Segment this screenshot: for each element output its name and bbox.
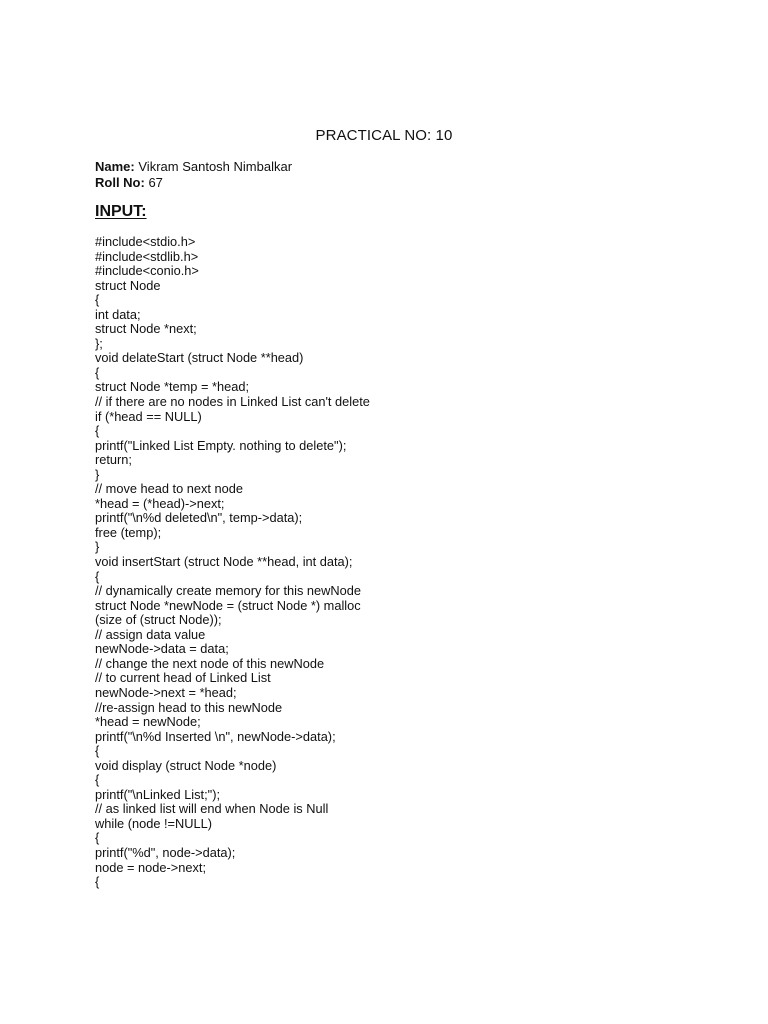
student-info	[95, 159, 292, 190]
code-line: // as linked list will end when Node is Null	[95, 801, 329, 817]
input-heading: INPUT:	[95, 203, 147, 220]
code-line: {	[95, 743, 100, 759]
code-line: struct Node	[95, 277, 161, 293]
code-line: {	[95, 364, 100, 380]
name-value: Vikram Santosh Nimbalkar	[138, 159, 293, 174]
code-line: {	[95, 568, 100, 584]
name-row	[95, 159, 292, 175]
code-line: newNode->data = data;	[95, 641, 229, 657]
roll-row	[95, 175, 292, 191]
code-line: struct Node *temp = *head;	[95, 379, 250, 395]
code-line: }	[95, 466, 100, 482]
code-line: node = node->next;	[95, 859, 206, 875]
code-line: // dynamically create memory for this newNode	[95, 583, 361, 599]
code-line: while (node !=NULL)	[95, 815, 213, 831]
roll-value: 67	[148, 174, 163, 190]
code-line: #include<conio.h>	[95, 263, 199, 279]
code-line: #include<stdlib.h>	[95, 248, 199, 264]
code-line: {	[95, 423, 100, 439]
code-line: // if there are no nodes in Linked List can't delete	[95, 394, 370, 410]
page-title: PRACTICAL NO: 10	[315, 127, 453, 144]
code-line: if (*head == NULL)	[95, 408, 202, 424]
code-line: printf("\n%d deleted\n", temp->data);	[95, 510, 303, 526]
name-label: Name:	[95, 159, 135, 174]
code-line: printf("%d", node->data);	[95, 844, 236, 860]
code-line: {	[95, 292, 100, 308]
code-line: *head = newNode;	[95, 714, 201, 730]
code-line: {	[95, 830, 100, 846]
code-line: int data;	[95, 306, 141, 322]
code-line: // move head to next node	[95, 481, 243, 497]
code-line: void delateStart (struct Node **head)	[95, 350, 304, 366]
code-line: printf("\n%d Inserted \n", newNode->data);	[95, 728, 336, 744]
code-line: {	[95, 874, 100, 890]
code-line: #include<stdio.h>	[95, 234, 196, 249]
code-line: *head = (*head)->next;	[95, 495, 225, 511]
code-line: }	[95, 539, 100, 555]
code-line: struct Node *next;	[95, 321, 197, 337]
code-line: return;	[95, 452, 132, 468]
code-line: void insertStart (struct Node **head, int data);	[95, 554, 353, 570]
code-line: // assign data value	[95, 626, 206, 642]
code-line: void display (struct Node *node)	[95, 757, 277, 773]
code-line: // change the next node of this newNode	[95, 655, 325, 671]
code-line: printf("\nLinked List;");	[95, 786, 221, 802]
code-line: struct Node *newNode = (struct Node *) malloc	[95, 597, 361, 613]
code-line: printf("Linked List Empty. nothing to delete");	[95, 437, 347, 453]
roll-label: Roll No:	[95, 174, 145, 190]
code-line: (size of (struct Node));	[95, 612, 222, 628]
code-line: {	[95, 772, 100, 788]
code-line: free (temp);	[95, 524, 162, 540]
code-line: // to current head of Linked List	[95, 670, 271, 686]
code-line: //re-assign head to this newNode	[95, 699, 283, 715]
code-listing	[95, 235, 370, 890]
code-line: };	[95, 335, 103, 351]
code-line: newNode->next = *head;	[95, 684, 237, 700]
